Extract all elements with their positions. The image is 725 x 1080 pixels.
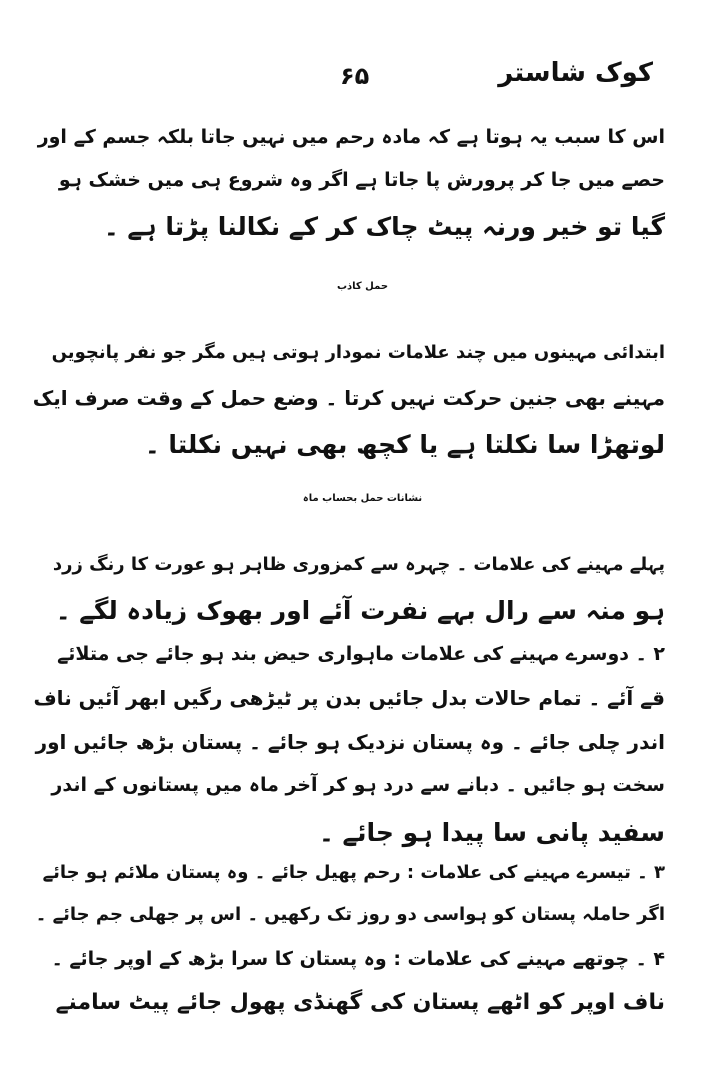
text-line: ہو منہ سے رال بہے نفرت آئے اور بھوک زیادہ لگے ۔ <box>55 596 665 625</box>
text-line: قے آئے ۔ تمام حالات بدل جائیں بدن پر ٹیڑھی رگیں ابھر آئیں ناف <box>33 686 665 710</box>
text-line: پہلے مہینے کی علامات ۔ چہرہ سے کمزوری ظاہر ہو عورت کا رنگ زرد <box>52 554 665 575</box>
section-heading: حمل کاذب <box>336 281 389 292</box>
text-line: لوتھڑا سا نکلتا ہے یا کچھ بھی نہیں نکلتا ۔ <box>144 430 665 459</box>
page-number: ۶۵ <box>340 62 370 90</box>
text-line: ۳ ۔ تیسرے مہینے کی علامات : رحم پھیل جائے ۔ وہ پستان ملائم ہو جائے <box>42 862 665 883</box>
text-line: اگر حاملہ پستان کو ہواسی دو روز تک رکھیں ۔ اس پر جھلی جم جائے ۔ <box>35 904 665 925</box>
text-line: حصے میں جا کر پرورش پا جاتا ہے اگر وہ شروع ہی میں خشک ہو <box>58 169 665 191</box>
section-heading: نشانات حمل بحساب ماہ <box>302 493 423 504</box>
text-line: ۴ ۔ چوتھے مہینے کی علامات : وہ پستان کا سرا بڑھ کے اوپر جائے ۔ <box>51 948 665 970</box>
text-line: سخت ہو جائیں ۔ دبانے سے درد ہو کر آخر ماہ میں پستانوں کے اندر <box>51 774 665 796</box>
text-line: ابتدائی مہینوں میں چند علامات نمودار ہوتی ہیں مگر جو نفر پانچویں <box>51 342 665 363</box>
running-title: کوک شاستر <box>498 58 653 88</box>
text-line: مہینے بھی جنین حرکت نہیں کرتا ۔ وضع حمل کے وقت صرف ایک <box>32 386 665 410</box>
text-line: گیا تو خیر ورنہ پیٹ چاک کر کے نکالنا پڑتا ہے ۔ <box>104 212 665 241</box>
text-line: ۲ ۔ دوسرے مہینے کی علامات ماہواری حیض بند ہو جائے جی متلائے <box>57 643 665 665</box>
text-line: ناف اوپر کو اٹھے پستان کی گھنڈی پھول جائے پیٹ سامنے <box>55 990 665 1015</box>
text-line: سفید پانی سا پیدا ہو جائے ۔ <box>319 818 665 847</box>
text-line: اندر چلی جائے ۔ وہ پستان نزدیک ہو جائے ۔ پستان بڑھ جائیں اور <box>35 730 665 754</box>
text-line: اس کا سبب یہ ہوتا ہے کہ مادہ رحم میں نہیں جاتا بلکہ جسم کے اور <box>37 126 665 148</box>
